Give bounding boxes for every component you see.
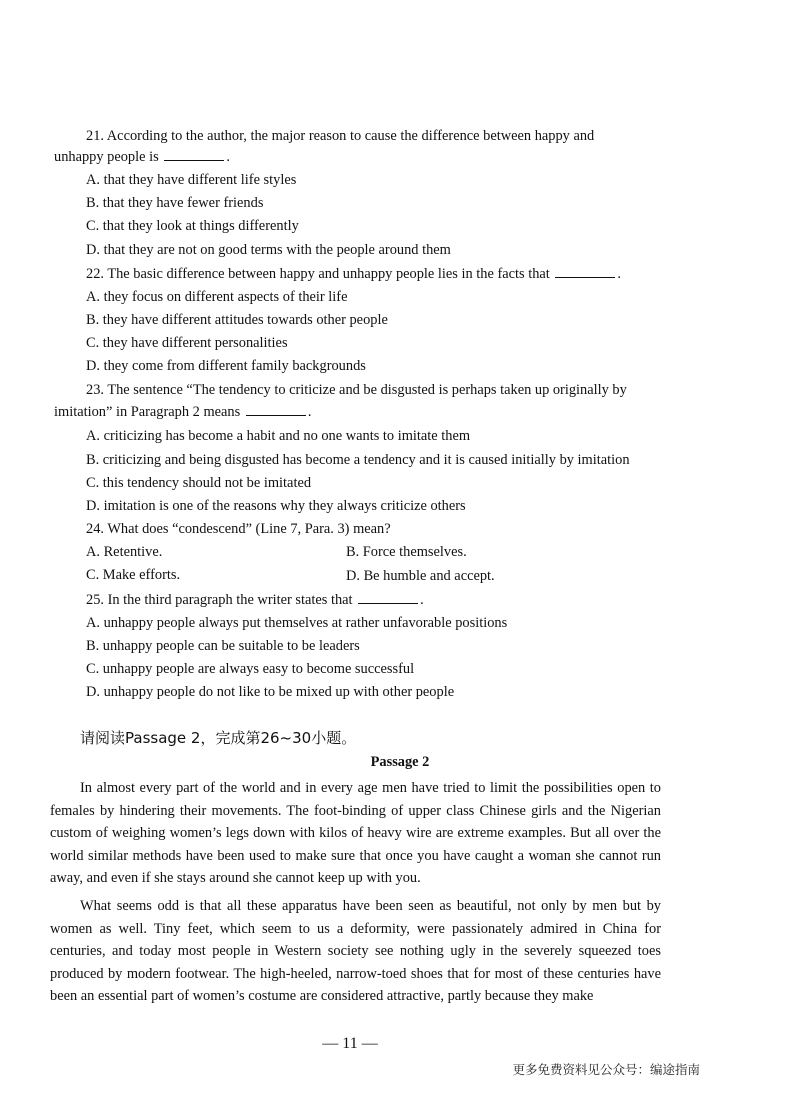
page-number: — 11 — xyxy=(322,1035,378,1052)
passage-paragraph: In almost every part of the world and in every age men have tried to limit the possibilities open to females by hindering their movements. The foot-binding of upper class Chinese girls and the Nigerian custom of weighing women’s legs down with kilos of heavy wire are extreme examples. But all over the world similar methods have been used to make sure that once you have caught a woman she cannot run away, and even if she stays around she cannot keep up with you. xyxy=(50,780,661,886)
option-d: D. Be humble and accept. xyxy=(346,568,495,584)
answer-blank xyxy=(246,403,306,416)
option-a: A. unhappy people always put themselves at rather unfavorable positions xyxy=(86,615,508,631)
option-b: B. unhappy people can be suitable to be leaders xyxy=(86,638,360,654)
question-stem-continued: unhappy people is . xyxy=(54,149,230,165)
option-c: C. they have different personalities xyxy=(86,335,288,351)
option-b: B. they have different attitudes towards other people xyxy=(86,312,388,328)
answer-blank xyxy=(555,265,615,278)
option-b: B. criticizing and being disgusted has become a tendency and it is caused initially by imitation xyxy=(86,452,630,468)
question-stem: 21. According to the author, the major reason to cause the difference between happy and xyxy=(86,128,595,144)
option-a: A. they focus on different aspects of their life xyxy=(86,289,348,305)
option-a: A. that they have different life styles xyxy=(86,172,297,188)
option-a: A. Retentive. xyxy=(86,544,163,560)
option-c: C. that they look at things differently xyxy=(86,218,299,234)
option-d: D. unhappy people do not like to be mixed up with other people xyxy=(86,684,455,700)
question-stem-continued: imitation” in Paragraph 2 means . xyxy=(54,404,312,420)
option-c: C. unhappy people are always easy to become successful xyxy=(86,661,415,677)
option-a: A. criticizing has become a habit and no one wants to imitate them xyxy=(86,428,471,444)
question-stem: 24. What does “condescend” (Line 7, Para. 3) mean? xyxy=(86,521,391,537)
section-instruction: 请阅读Passage 2，完成第26~30小题。 xyxy=(80,729,357,747)
question-stem: 25. In the third paragraph the writer states that . xyxy=(86,592,424,608)
question-stem: 22. The basic difference between happy and unhappy people lies in the facts that . xyxy=(86,266,622,282)
option-c: C. this tendency should not be imitated xyxy=(86,475,312,491)
passage-title: Passage 2 xyxy=(370,754,430,770)
passage-paragraph: What seems odd is that all these apparatus have been seen as beautiful, not only by men but by women as well. Tiny feet, which seem to us a deformity, were passionately admired in China for centuries, and today most people in Western society see nothing ugly in the severely squeezed toes produced by modern footwear. The high-heeled, narrow-toed shoes that for most of these centuries have been an essential part of women’s costume are considered attractive, partly because they make xyxy=(50,898,661,1004)
answer-blank xyxy=(164,148,224,161)
option-d: D. that they are not on good terms with the people around them xyxy=(86,242,451,258)
option-b: B. that they have fewer friends xyxy=(86,195,264,211)
question-stem: 23. The sentence “The tendency to criticize and be disgusted is perhaps taken up originally by xyxy=(86,382,627,398)
answer-blank xyxy=(358,591,418,604)
option-d: D. they come from different family backgrounds xyxy=(86,358,366,374)
footer-note: 更多免费资料见公众号：编途指南 xyxy=(512,1062,700,1077)
option-d: D. imitation is one of the reasons why they always criticize others xyxy=(86,498,466,514)
option-b: B. Force themselves. xyxy=(346,544,467,560)
option-c: C. Make efforts. xyxy=(86,567,181,583)
